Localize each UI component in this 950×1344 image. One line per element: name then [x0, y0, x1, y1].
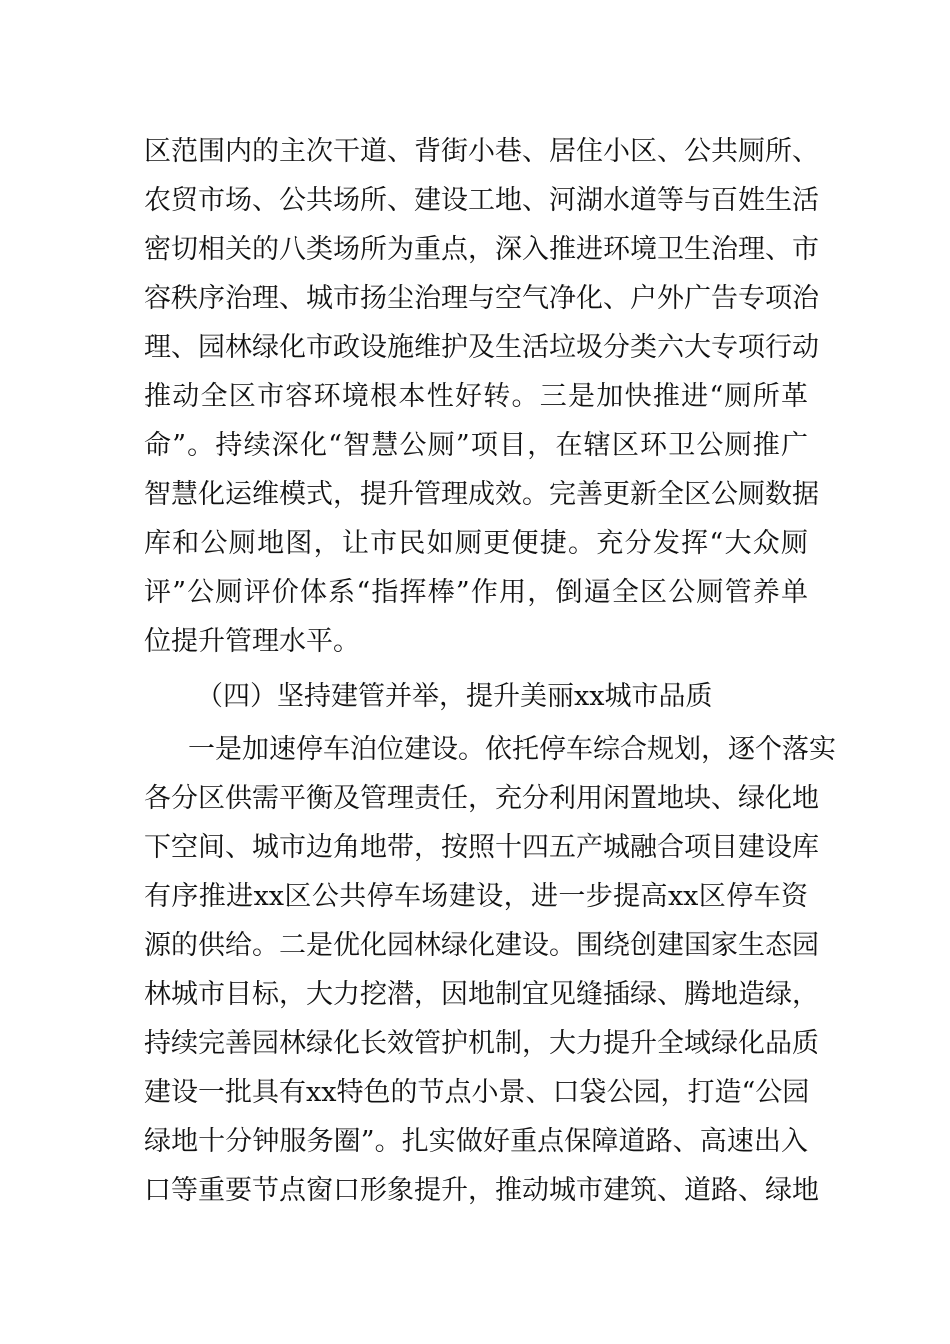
text-line: 理、园林绿化市政设施维护及生活垃圾分类六大专项行动 — [144, 332, 819, 363]
text-line: 位提升管理水平。 — [144, 626, 360, 657]
text-line: 库和公厕地图，让市民如厕更便捷。充分发挥“大众厕 — [144, 528, 808, 559]
text-line: 建设一批具有xx特色的节点小景、口袋公园，打造“公园 — [144, 1077, 810, 1108]
text-line: 智慧化运维模式，提升管理成效。完善更新全区公厕数据 — [144, 479, 819, 510]
text-line: 绿地十分钟服务圈”。扎实做好重点保障道路、高速出入 — [144, 1126, 808, 1157]
text-line: 区范围内的主次干道、背街小巷、居住小区、公共厕所、 — [144, 136, 819, 167]
text-line: 有序推进xx区公共停车场建设，进一步提高xx区停车资 — [144, 881, 808, 912]
text-line: 农贸市场、公共场所、建设工地、河湖水道等与百姓生活 — [144, 185, 819, 216]
text-line: 源的供给。二是优化园林绿化建设。围绕创建国家生态园 — [144, 930, 819, 961]
section-heading: （四）坚持建管并举，提升美丽xx城市品质 — [196, 681, 713, 712]
text-line: 持续完善园林绿化长效管护机制，大力提升全域绿化品质 — [144, 1028, 819, 1059]
text-line: 评”公厕评价体系“指挥棒”作用，倒逼全区公厕管养单 — [144, 577, 808, 608]
text-line: 容秩序治理、城市扬尘治理与空气净化、户外广告专项治 — [144, 283, 819, 314]
text-line: 林城市目标，大力挖潜，因地制宜见缝插绿、腾地造绿， — [144, 979, 819, 1010]
text-line: 口等重要节点窗口形象提升，推动城市建筑、道路、绿地 — [144, 1175, 819, 1206]
text-line: 推动全区市容环境根本性好转。三是加快推进“厕所革 — [144, 381, 808, 412]
text-line: 命”。持续深化“智慧公厕”项目，在辖区环卫公厕推广 — [144, 430, 808, 461]
text-line: 一是加速停车泊位建设。依托停车综合规划，逐个落实 — [188, 734, 836, 765]
text-line: 各分区供需平衡及管理责任，充分利用闲置地块、绿化地 — [144, 783, 819, 814]
text-line: 密切相关的八类场所为重点，深入推进环境卫生治理、市 — [144, 234, 819, 265]
text-line: 下空间、城市边角地带，按照十四五产城融合项目建设库 — [144, 832, 819, 863]
